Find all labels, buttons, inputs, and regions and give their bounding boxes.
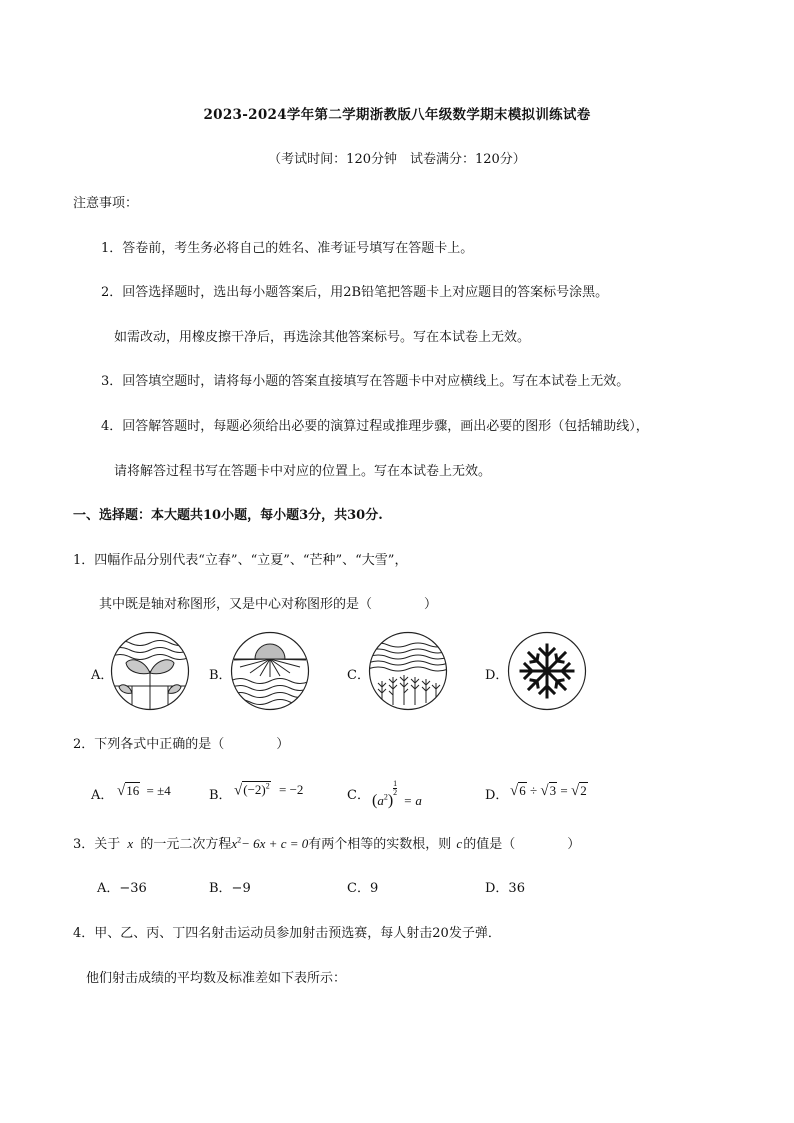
- q2-option-b-expr: $√(-2)^2 = -2$: [234, 782, 304, 799]
- q1-option-b-label: B．: [209, 668, 232, 683]
- grain-icon: [368, 631, 448, 711]
- snowflake-icon: [507, 631, 587, 711]
- q2-stem: 2．下列各式中正确的是（ ）: [73, 737, 290, 752]
- q4-stem-2: 他们射击成绩的平均数及标准差如下表所示：: [86, 971, 347, 986]
- q2-option-c-expr: $(a^2)$ $\frac{1}{2}$ = a: [372, 779, 422, 809]
- q1-stem-2: 其中既是轴对称图形，又是中心对称图形的是（ ）: [99, 597, 438, 612]
- q2-option-d-expr: √6 ÷ √3 = √2: [510, 783, 587, 799]
- notice-item-4: 4．回答解答题时，每题必须给出必要的演算过程或推理步骤，画出必要的图形（包括辅助线），: [101, 419, 649, 434]
- q1-stem-1: 1．四幅作品分别代表“立春”、“立夏”、“芒种”、“大雪”，: [73, 553, 408, 568]
- notice-item-1: 1．答卷前，考生务必将自己的姓名、准考证号填写在答题卡上。: [101, 241, 474, 256]
- q3-option-c: C．9: [347, 881, 379, 896]
- q1-option-c-label: C．: [347, 668, 370, 683]
- q2-option-b-label: B．: [209, 788, 232, 803]
- notice-item-2-cont: 如需改动，用橡皮擦干净后，再选涂其他答案标号。写在本试卷上无效。: [114, 330, 531, 345]
- q2-option-a-expr: √16 = ±4: [117, 783, 171, 799]
- notice-item-4-cont: 请将解答过程书写在答题卡中对应的位置上。写在本试卷上无效。: [114, 464, 492, 479]
- sun-icon: [230, 631, 310, 711]
- exam-title: 2023-2024学年第二学期浙教版八年级数学期末模拟训练试卷: [203, 107, 591, 123]
- q2-option-c-label: C．: [347, 788, 370, 803]
- q3-option-b: B．−9: [209, 881, 251, 896]
- q3-option-a: A．−36: [97, 881, 147, 896]
- q2-option-a-label: A．: [91, 788, 114, 803]
- q1-option-d-label: D．: [485, 668, 509, 683]
- notice-heading: 注意事项：: [73, 196, 139, 211]
- q1-option-a-label: A．: [91, 668, 114, 683]
- sprout-icon: [110, 631, 190, 711]
- exam-subtitle: （考试时间：120分钟 试卷满分：120分）: [268, 152, 526, 167]
- q3-option-d: D．36: [485, 881, 525, 896]
- section-heading: 一、选择题：本大题共10小题，每小题3分，共30分.: [73, 508, 383, 523]
- q3-stem: 3．关于 x 的一元二次方程$x^2- 6x + c = 0$有两个相等的实数根，则 c的值是（ ）: [73, 835, 581, 852]
- notice-item-3: 3．回答填空题时，请将每小题的答案直接填写在答题卡中对应横线上。写在本试卷上无效。: [101, 374, 630, 389]
- notice-item-2: 2．回答选择题时，选出每小题答案后，用2B铅笔把答题卡上对应题目的答案标号涂黑。: [101, 285, 609, 300]
- q4-stem-1: 4．甲、乙、丙、丁四名射击运动员参加射击预选赛，每人射击20发子弹．: [73, 926, 501, 941]
- q2-option-d-label: D．: [485, 788, 509, 803]
